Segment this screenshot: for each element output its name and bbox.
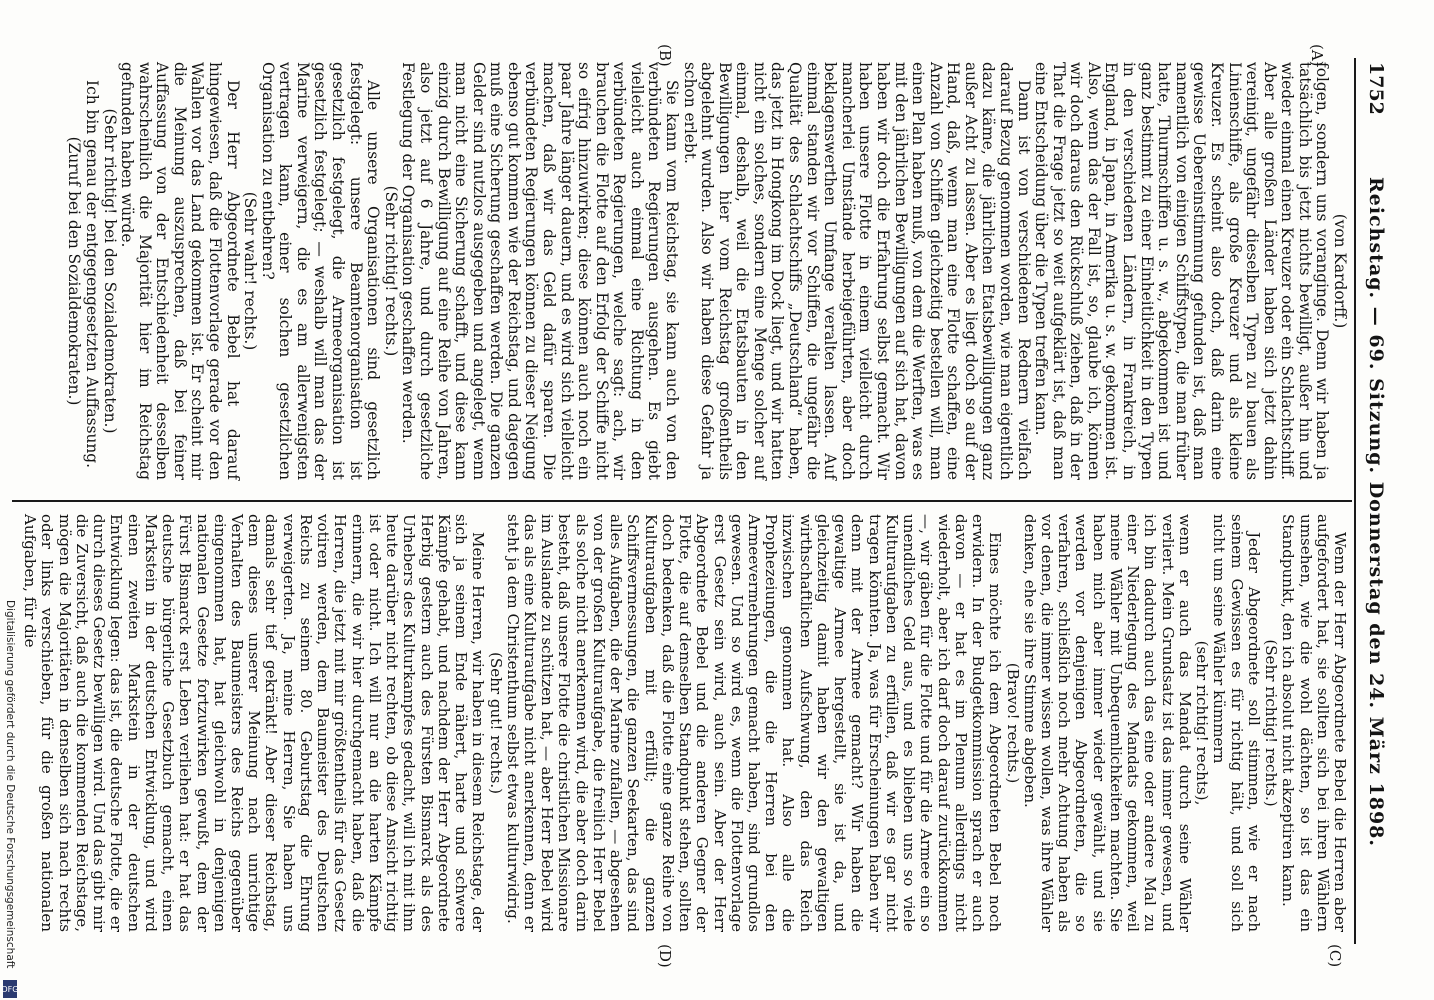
interjection: (Sehr richtig! rechts.) xyxy=(1262,639,1281,807)
interjection: (Sehr wahr! rechts.) xyxy=(241,191,260,351)
page-title: Reichstag. — 69. Sitzung. Donnerstag den 24. März 1898. xyxy=(1365,177,1387,847)
interjection: (Bravo! rechts.) xyxy=(1003,662,1022,784)
margin-marker-b: (B) xyxy=(656,44,674,67)
paragraph: Ich bin genau der entgegengesetzten Auffassung. xyxy=(82,80,101,469)
page-header xyxy=(1361,62,1389,942)
interjection: (Zuruf bei den Sozialdemokraten.) xyxy=(65,136,84,406)
digitization-note: Digitalisierung gefördert durch die Deutsche Forschungsgemeinschaft xyxy=(4,600,16,969)
paragraph: folgen, sondern uns voranginge. Denn wir haben ja tatsächlich bis jetzt nichts bewilligt, außer hin und wieder einmal einen Kreuzer oder ein Schlachtschiff. Aber alle großen Länder haben sich jetzt dahin vereinigt, ungefähr dieselben Typen zu bauen als Linienschiffe, als große Kreuzer und als kleine Kreuzer. Es scheint also doch, daß darin eine gewisse Uebereinstimmung gefunden ist, daß man namentlich von einigen Schiffstypen, die man früher hatte, Thurmschiffen u. s. w., abgekommen ist und ganz bestimmt zu einer Einheitlichkeit in den Typen in den verschiedenen Ländern, in Frankreich, in England, in Japan, in Amerika u. s. w. gekommen ist. Also, wenn das der Fall ist, so, glaube ich, können wir doch daraus den Rückschluß ziehen, daß in der That die Frage jetzt so weit aufgeklärt ist, daß man eine Entscheidung über die Typen treffen kann. xyxy=(1032,62,1332,480)
dfg-logo: DFG xyxy=(3,980,17,998)
column-divider xyxy=(12,500,1352,502)
paragraph: wenn er auch das Mandat durch seine Wähler verliert. Mein Grundsatz ist das immer gewesen, und ich bin dadurch auch das eine oder andere Mal zu einer Niederlegung des Mandats gekommen, weil meine Wähler mit Unbequemlichkeiten machten. Sie haben mich aber immer wieder gewählt, und sie werden vor denjenigen Abgeordneten, die so verfahren, schließlich noch mehr Achtung haben als vor denen, die immer wissen wollen, was ihre Wähler denken, ehe sie ihre Stimme abgeben. xyxy=(1020,514,1194,932)
margin-marker-a: (A) xyxy=(1308,44,1326,67)
paragraph: Wenn der Herr Abgeordnete Bebel die Herren aber aufgefordert hat, sie sollten sich bei ihren Wählern umsehen, wie die wohl dächten, so ist das ein Standpunkt, den ich absolut nicht akzeptiren kann. xyxy=(1279,514,1349,932)
right-column xyxy=(21,514,1348,932)
margin-marker-c: (C) xyxy=(1326,944,1344,968)
interjection: (Sehr gut! rechts.) xyxy=(486,651,505,795)
digitization-footer xyxy=(2,600,18,998)
page-number: 1752 xyxy=(1365,62,1387,115)
header-rule xyxy=(1354,58,1356,944)
interjection: (sehr richtig! rechts), xyxy=(1193,640,1212,806)
speaker-name: (von Kardorff.) xyxy=(1331,213,1349,329)
paragraph: Der Herr Abgeordnete Bebel hat darauf hingewiesen, daß die Flottenvorlage gerade vor den Wahlen vor das Land gekommen ist. Er scheint mir die Meinung auszusprechen, daß bei feiner Auffassung von der Entschiedenheit desselben wahrscheinlich die Majorität hier im Reichstag gefunden haben würde. xyxy=(118,62,242,480)
paragraph: Alle unsere Organisationen sind gesetzlich festgelegt: unsere Beamtenorganisation ist gesetzlich festgelegt, die Armeeorganisation ist gesetzlich festgelegt; — weshalb will man das der Marine verweigern, die es am allerwenigsten vertragen kann, einer solchen gesetzlichen Organisation zu entbehren? xyxy=(258,62,383,480)
left-column xyxy=(65,62,1348,480)
paragraph: Eines möchte ich dem Abgeordneten Bebel noch erwidern. In der Budgetkommission sprach er auch davon — er hat es im Plenum allerdings nicht wiederholt, aber ich darf doch darauf zurückkommen —, wir gäben für die Flotte und für die Armee ein so unendliches Geld aus, und es blieben uns so viele Kulturaufgaben zu erfüllen, daß wir es gar nicht tragen könnten. Ja, was für Erscheinungen haben wir denn mit der Armee gemacht? Wir haben die gewaltige Armee hergestellt, sie ist da, und gleichzeitig damit haben wir den gewaltigen wirthschaftlichen Aufschwung, den das Reich inzwischen genommen hat. Also alle die Prophezeiungen, die die Herren bei den Armeevermehrungen gemacht haben, sind grundlos gewesen. Und so wird es, wenn die Flottenvorlage erst Gesetz sein wird, auch sein. Aber der Herr Abgeordnete Bebel und die anderen Gegner der Flotte, die auf demselben Standpunkt stehen, sollten doch bedenken, daß die Flotte eine ganze Reihe von Kulturaufgaben mit erfüllt; die ganzen Schiffsvermessungen, die ganzen Seekarten, das sind alles Aufgaben, die der Marine zufallen, — abgesehen von der großen Kulturaufgabe, die freilich Herr Bebel als solche nicht anerkennen wird, die aber doch darin besteht, daß unsere Flotte die christlichen Missionare im Auslande zu schützen hat, — aber Herr Bebel wird das als eine Kulturaufgabe nicht anerkennen, denn er steht ja dem Christenthum selbst etwas kulturwidrig. xyxy=(503,514,1005,932)
paragraph: Jeder Abgeordnete soll stimmen, wie er nach seinem Gewissen es für richtig hält, und soll sich nicht um seine Wähler kümmern xyxy=(1210,514,1263,932)
interjection: (Sehr richtig! bei den Sozialdemokraten.) xyxy=(100,108,119,434)
paragraph: Sie kann vom Reichstag, sie kann auch von den verbündeten Regierungen ausgehen. Es giebt vielleicht auch einmal eine Richtung in den verbündeten Regierungen, welche sagt: ach, wir brauchen die Flotte auf den Erfolg der Schiffe nicht so eifrig hinzuwirken; diese können auch noch ein paar Jahre länger dauern, und es wird sich vielleicht machen, daß wir das Geld dafür sparen. Die verbündeten Regierungen können zu dieser Neigung ebenso gut kommen wie der Reichstag, und dagegen muß eine Sicherung geschaffen werden. Die ganzen Gelder sind nutzlos ausgegeben und angelegt, wenn man nicht eine Sicherung schafft, und diese kann einzig durch Bewilligung auf eine Reihe von Jahren, also jetzt auf 6 Jahre, und durch gesetzliche Festlegung der Organisation geschaffen werden. xyxy=(399,62,682,480)
margin-marker-d: (D) xyxy=(656,944,674,968)
paragraph: Dann ist von verschiedenen Rednern vielfach darauf Bezug genommen worden, wie man eigentlich dazu käme, die jährlichen Etatsbewilligungen ganz außer Acht zu lassen. Aber es liegt doch so auf der Hand, daß, wenn man eine Flotte schaffen, eine Anzahl von Schiffen gleichzeitig bestellen will, man einen Plan haben muß, von dem die Werften, was es mit den jährlichen Bewilligungen auf sich hat, davon haben wir doch die Erfahrung selbst gemacht. Wir haben unsere Flotte in einem vielleicht durch mancherlei Umstände herbeigeführten, aber doch beklagenswerthen Umfange veralten lassen. Auf einmal standen wir vor Schiffen, die ungefähr die Qualität des Schlachtschiffs „Deutschland“ haben, das jetzt in Hongkong im Dock liegt, und wir hatten nicht ein solches, sondern eine Menge solcher auf einmal, deshalb, weil die Etatsbauten in den Bewilligungen hier vom Reichstag großentheils abgelehnt wurden. Also wir haben diese Gefahr ja schon erlebt. xyxy=(680,62,1033,480)
interjection: (Sehr richtig! rechts.) xyxy=(381,185,400,357)
paragraph: Meine Herren, wir haben in diesem Reichstage, der sich ja seinem Ende nähert, harte und schwere Kämpfe gehabt, und nachdem der Herr Abgeordnete Herbig gestern auch des Fürsten Bismarck als des Urhebers des Kulturkampfes gedacht, will ich mit ihm heute darüber nicht rechten, ob diese Ansicht richtig ist oder nicht. Ich will nur an die harten Kämpfe erinnern, die wir hier durchgemacht haben, daß die Herren, die jetzt mit mir größtentheils für das Gesetz votiren werden, dem Baumeister des Deutschen Reichs zu seinem 80. Geburtstag die Ehrung verweigerten. Ja, meine Herren, Sie haben uns damals sehr tief gekränkt! Aber dieser Reichstag, dem dieses unserer Meinung nach unrichtige Verhalten des Baumeisters des Reichs gegenüber eingenommen hat, hat gleichwohl in denjenigen nationalen Gesetze fortzuwirken gewußt, dem der Fürst Bismarck erst Leben verliehen hat: er hat das deutsche bürgerliche Gesetzbuch gemacht, einen Markstein in der deutschen Entwicklung, und wird einen zweiten Markstein in der deutschen Entwicklung legen: das ist, die deutsche Flotte, die er durch dieses Gesetz bewilligen wird. Und das gibt mir die Zuversicht, daß auch die kommenden Reichstage, mögen die Majoritäten in denselben sich nach rechts oder links verschieben, für die großen nationalen Aufgaben, für die xyxy=(21,514,488,932)
